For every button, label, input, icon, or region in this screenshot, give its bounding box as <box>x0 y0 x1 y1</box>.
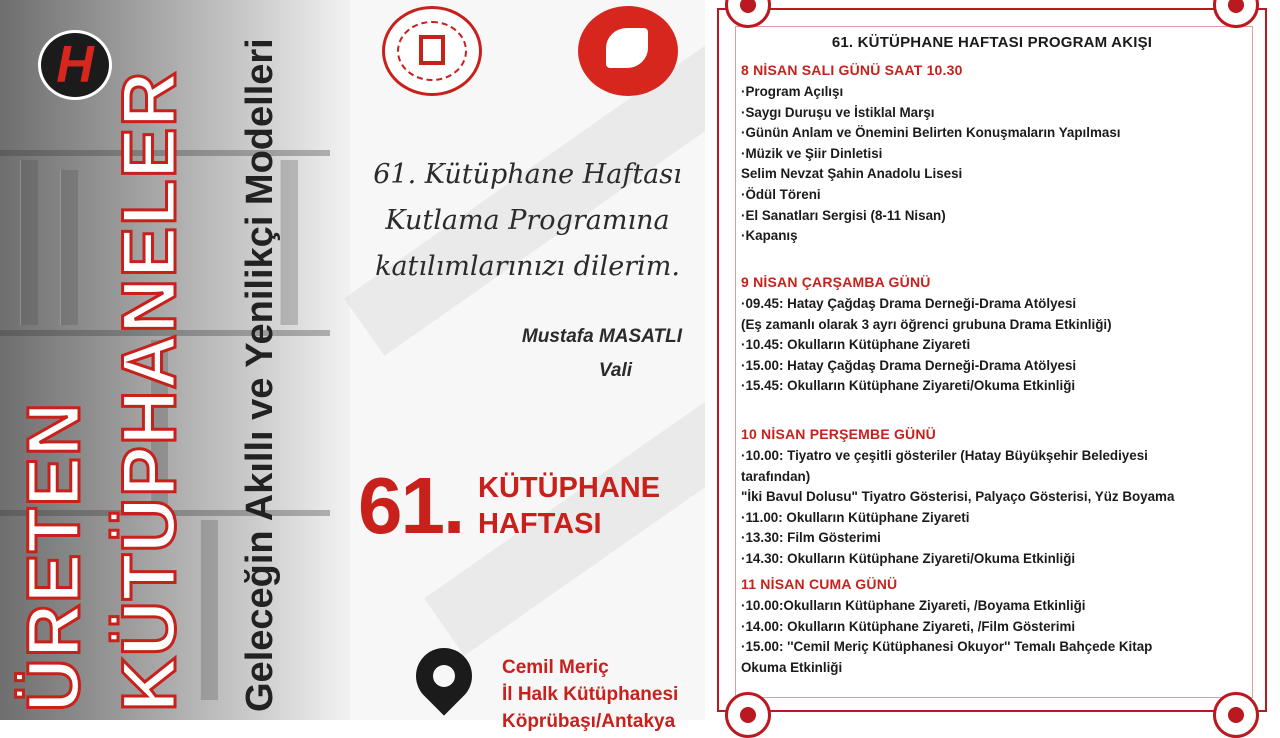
program-item: Okuma Etkinliği <box>741 659 843 675</box>
program-item: ·10.00: Tiyatro ve çeşitli gösteriler (Hatay Büyükşehir Belediyesi <box>741 448 1148 463</box>
program-item: ·Müzik ve Şiir Dinletisi <box>741 145 883 161</box>
signer-name: Mustafa MASATLI <box>521 326 682 347</box>
vertical-titles <box>0 0 360 720</box>
program-item: Selim Nevzat Şahin Anadolu Lisesi <box>741 166 963 182</box>
program-item: ·El Sanatları Sergisi (8-11 Nisan) <box>741 207 946 223</box>
program-item: ·Ödül Töreni <box>741 186 821 202</box>
venue-line: Köprübaşı/Antakya <box>502 711 676 732</box>
day-block-8-nisan <box>741 62 1261 247</box>
day-heading: 10 NİSAN PERŞEMBE GÜNÜ <box>741 426 936 442</box>
day-block-11-nisan <box>741 576 1261 678</box>
signer-title: Vali <box>598 360 632 381</box>
event-number: 61. <box>358 461 464 550</box>
program-item: ·Saygı Duruşu ve İstiklal Marşı <box>741 104 935 120</box>
day-heading: 11 NİSAN CUMA GÜNÜ <box>741 576 898 592</box>
invitation-text <box>350 152 705 290</box>
invite-line: 61. Kütüphane Haftası <box>373 159 682 190</box>
program-item: ·Program Açılışı <box>741 84 844 99</box>
day-heading: 8 NİSAN SALI GÜNÜ SAAT 10.30 <box>741 62 963 78</box>
invite-line: Kutlama Programına <box>385 205 670 236</box>
program-item: ·10.45: Okulların Kütüphane Ziyareti <box>741 337 971 353</box>
program-item: ·13.30: Film Gösterimi <box>741 530 881 546</box>
event-name-line: KÜTÜPHANE <box>478 472 661 504</box>
day-heading: 9 NİSAN ÇARŞAMBA GÜNÜ <box>741 274 931 290</box>
venue <box>502 654 678 735</box>
event-name-line: HAFTASI <box>478 508 602 540</box>
program-panel <box>705 0 1280 720</box>
governorship-seal-icon <box>578 6 678 96</box>
day-block-10-nisan <box>741 426 1261 570</box>
venue-line: Cemil Meriç <box>502 657 609 678</box>
ornament-icon <box>1213 692 1259 738</box>
program-item: ·10.00:Okulların Kütüphane Ziyareti, /Boyama Etkinliği <box>741 598 1086 613</box>
title-uretten: ÜRETEN <box>12 401 95 712</box>
program-item: ·14.00: Okulların Kütüphane Ziyareti, /Film Gösterimi <box>741 618 1076 634</box>
subtitle-models: Geleceğin Akıllı ve Yenilikçi Modelleri <box>239 38 281 712</box>
program-item: ·15.45: Okulların Kütüphane Ziyareti/Okuma Etkinliği <box>741 378 1076 394</box>
program-item: ·15.00: ''Cemil Meriç Kütüphanesi Okuyor'' Temalı Bahçede Kitap <box>741 639 1153 655</box>
program-item: (Eş zamanlı olarak 3 ayrı öğrenci grubuna Drama Etkinliği) <box>741 316 1112 332</box>
program-item: "İki Bavul Dolusu" Tiyatro Gösterisi, Palyaço Gösterisi, Yüz Boyama <box>741 489 1175 505</box>
invitation-panel <box>350 0 705 732</box>
program-title: 61. KÜTÜPHANE HAFTASI PROGRAM AKIŞI <box>831 34 1153 51</box>
program-item: ·Günün Anlam ve Önemini Belirten Konuşmaların Yapılması <box>741 125 1121 141</box>
program-item: tarafından) <box>741 468 811 484</box>
left-banner <box>0 0 350 720</box>
ministry-seal-icon <box>382 6 482 96</box>
program-item: ·09.45: Hatay Çağdaş Drama Derneği-Drama Atölyesi <box>741 296 1077 311</box>
program-item: ·Kapanış <box>741 228 798 244</box>
day-block-9-nisan <box>741 274 1261 397</box>
ornament-icon <box>725 692 771 738</box>
program-item: ·14.30: Okulların Kütüphane Ziyareti/Okuma Etkinliği <box>741 550 1076 566</box>
program-item: ·15.00: Hatay Çağdaş Drama Derneği-Drama Atölyesi <box>741 357 1077 373</box>
invite-line: katılımlarınızı dilerim. <box>375 251 680 282</box>
event-name <box>478 470 660 542</box>
program-item: ·11.00: Okulların Kütüphane Ziyareti <box>741 509 970 525</box>
logo-letter: H <box>56 36 94 94</box>
venue-line: İl Halk Kütüphanesi <box>502 684 679 705</box>
title-kutuphaneler: KÜTÜPHANELER <box>107 70 192 712</box>
